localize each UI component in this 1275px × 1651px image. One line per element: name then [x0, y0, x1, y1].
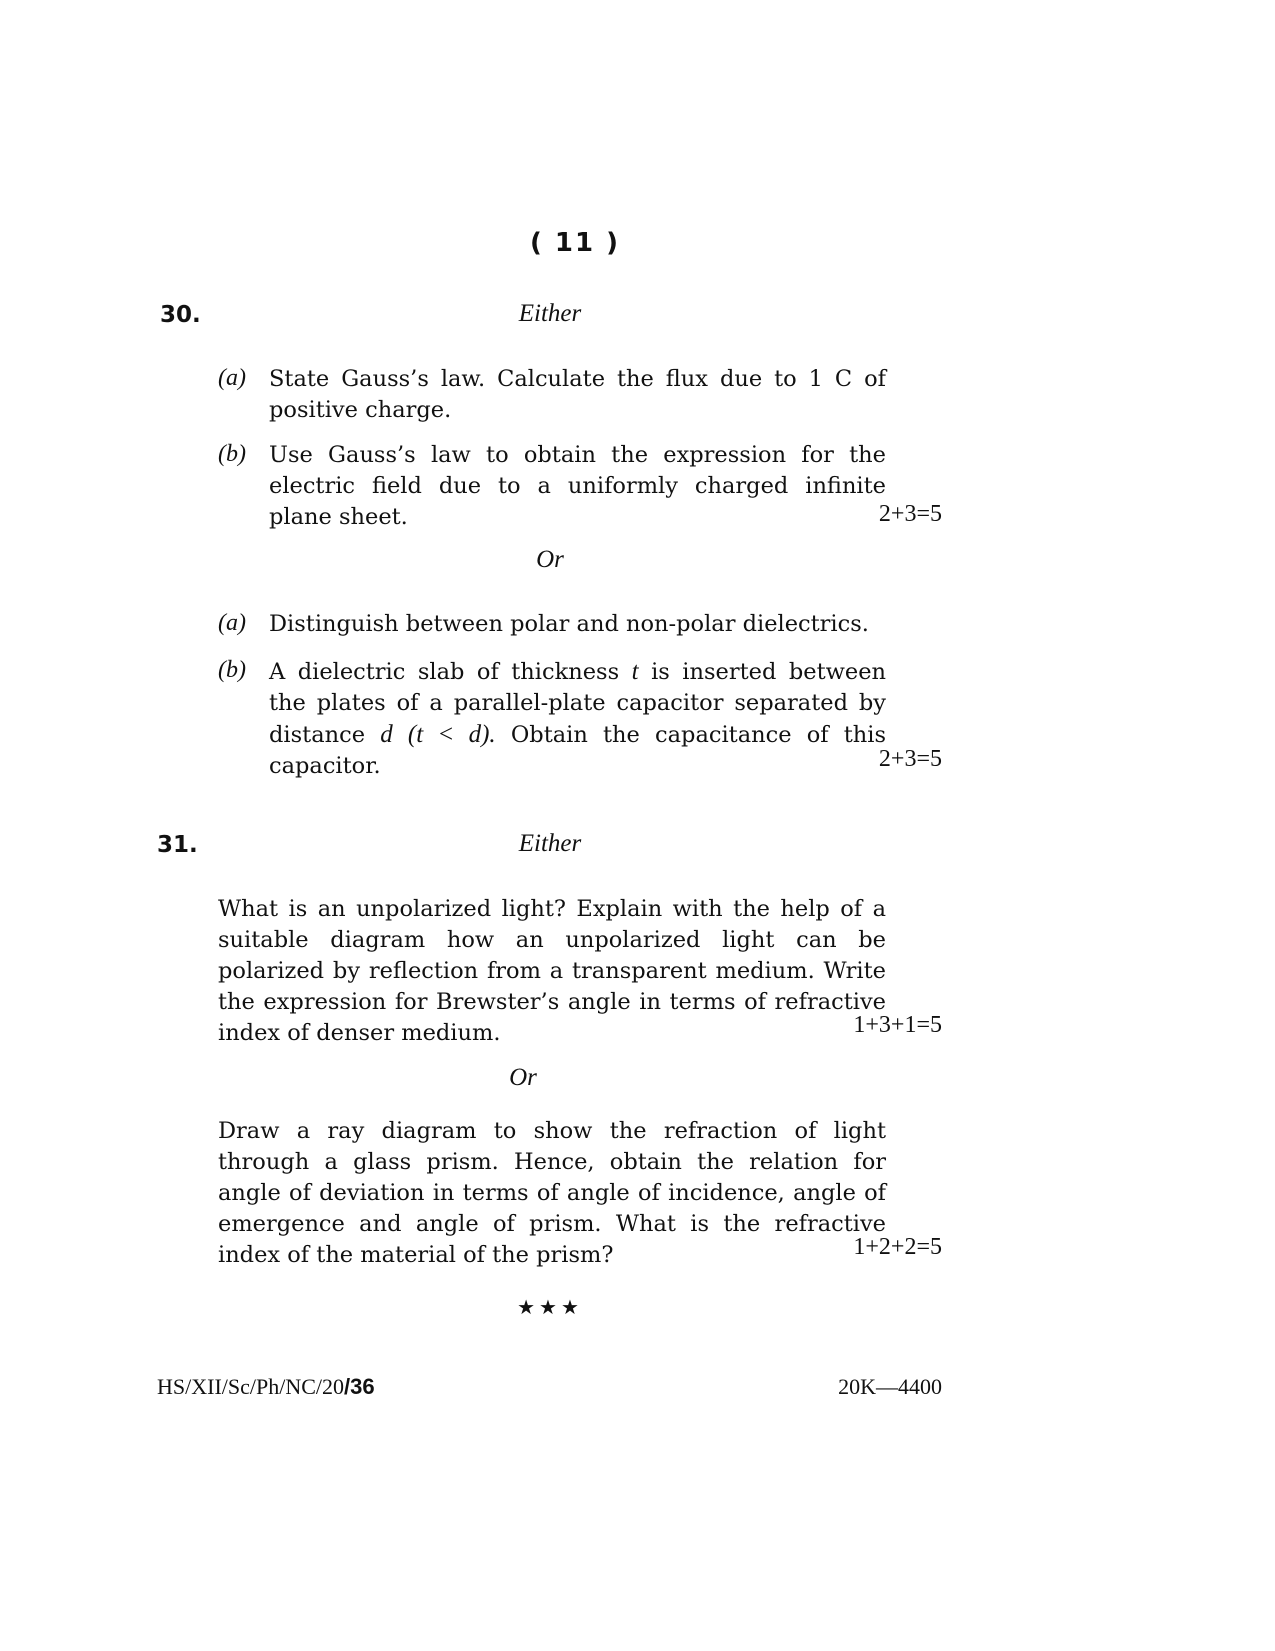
or-b-text-1: A dielectric slab of thickness [269, 659, 620, 685]
either-heading-30: Either [518, 300, 582, 327]
part-label-30-either-a: (a) [218, 365, 246, 391]
part-label-30-or-a: (a) [218, 610, 246, 636]
paper-code [157, 1374, 375, 1400]
print-info: 20K—4400 [838, 1374, 942, 1399]
page-number: ( 11 ) [529, 228, 621, 258]
marks-30-or: 2+3=5 [878, 746, 942, 772]
either-heading-31: Either [518, 830, 582, 857]
condition-t-less-d: (t < d). [407, 721, 496, 748]
question-number-31: 31. [157, 832, 198, 858]
or-b-text-2: is inserted between the plates of a parallel-plate capacitor separated by distance [269, 659, 887, 748]
part-text-30-either-a: State Gauss’s law. Calculate the flux due to 1 C of positive charge. [269, 366, 886, 423]
q31-either-text: What is an unpolarized light? Explain with the help of a suitable diagram how an unpolarized light can be polarized by reflection from a transparent medium. Write the expression for Brewster’s angle in terms of refractive index of denser medium. [218, 896, 886, 1046]
end-stars: ★★★ [517, 1295, 583, 1319]
or-heading-31: Or [509, 1064, 537, 1091]
paper-code-suffix: /36 [344, 1374, 375, 1399]
marks-30-either: 2+3=5 [878, 501, 942, 527]
part-label-30-either-b: (b) [218, 441, 246, 467]
or-heading-30: Or [536, 546, 564, 573]
or-b-text-3: Obtain the capacitance of this capacitor. [269, 722, 887, 779]
marks-31-either: 1+3+1=5 [853, 1012, 942, 1038]
part-text-30-or-a: Distinguish between polar and non-polar dielectrics. [269, 611, 869, 637]
paper-code-prefix: HS/XII/Sc/Ph/NC/20 [157, 1374, 345, 1399]
part-text-30-either-b: Use Gauss’s law to obtain the expression for the electric field due to a uniformly charged infinite plane sheet. [269, 442, 886, 530]
part-label-30-or-b: (b) [218, 657, 246, 683]
q31-or-text: Draw a ray diagram to show the refraction of light through a glass prism. Hence, obtain the relation for angle of deviation in terms of angle of incidence, angle of emergence and angle of prism. What is the refractive index of the material of the prism? [218, 1118, 886, 1268]
marks-31-or: 1+2+2=5 [853, 1234, 942, 1260]
variable-d: d [380, 721, 393, 748]
question-number-30: 30. [160, 302, 201, 328]
variable-t: t [631, 658, 639, 685]
